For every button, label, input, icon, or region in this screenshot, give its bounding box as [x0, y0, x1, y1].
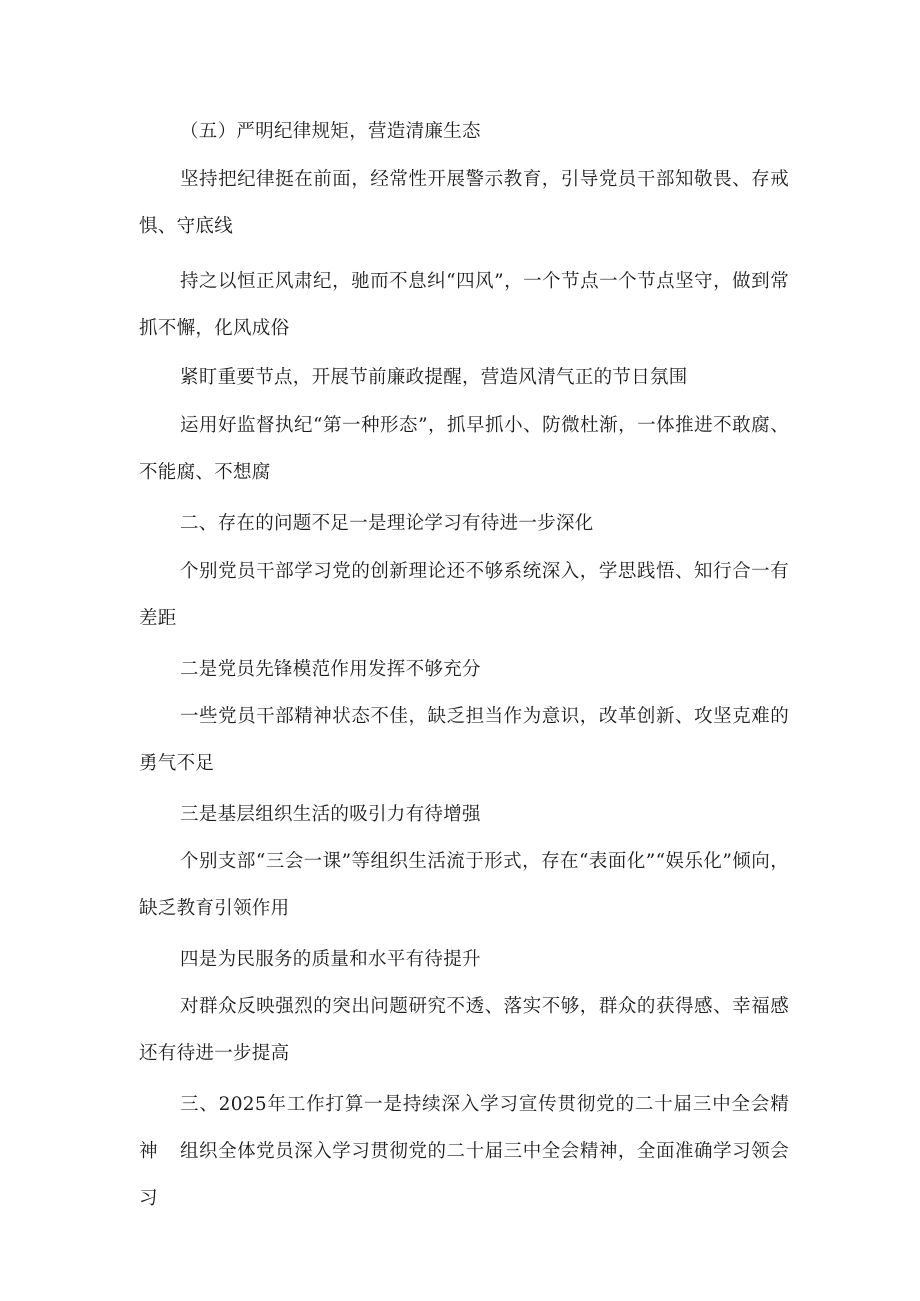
paragraph-plenary-study: 组织全体党员深入学习贯彻党的二十届三中全会精神，全面准确学习领会习: [139, 1141, 789, 1209]
paragraph-three-meetings: 个别支部“三会一课”等组织生活流于形式，存在“表面化”“娱乐化”倾向，缺乏教育引领作用: [139, 851, 789, 919]
paragraph-mental-state: 一些党员干部精神状态不佳，缺乏担当作为意识，改革创新、攻坚克难的勇气不足: [139, 706, 789, 774]
paragraph-theory-study: 个别党员干部学习党的创新理论还不够系统深入，学思践悟、知行合一有差距: [139, 561, 789, 629]
section-heading-2025-plan: 三、2025年工作打算一是持续深入学习宣传贯彻党的二十届三中全会精神: [139, 1094, 789, 1162]
paragraph-discipline-front: 坚持把纪律挺在前面，经常性开展警示教育，引导党员干部知敬畏、存戒惧、守底线: [139, 169, 789, 237]
paragraph-four-winds: 持之以恒正风肃纪，驰而不息纠“四风”，一个节点一个节点坚守，做到常抓不懈，化风成俗: [139, 271, 789, 339]
subheading-vanguard-role: 二是党员先锋模范作用发挥不够充分: [180, 659, 481, 680]
section-heading-problems: 二、存在的问题不足一是理论学习有待进一步深化: [180, 513, 594, 534]
paragraph-holiday-reminder: 紧盯重要节点，开展节前廉政提醒，营造风清气正的节日氛围: [180, 367, 688, 388]
subheading-organization-life: 三是基层组织生活的吸引力有待增强: [180, 804, 481, 825]
paragraph-public-concerns: 对群众反映强烈的突出问题研究不透、落实不够，群众的获得感、幸福感还有待进一步提高: [139, 996, 789, 1064]
paragraph-first-form: 运用好监督执纪“第一种形态”，抓早抓小、防微杜渐，一体推进不敢腐、不能腐、不想腐: [139, 415, 789, 483]
subheading-public-service: 四是为民服务的质量和水平有待提升: [180, 949, 481, 970]
section-heading-5: （五）严明纪律规矩，营造清廉生态: [180, 121, 481, 142]
